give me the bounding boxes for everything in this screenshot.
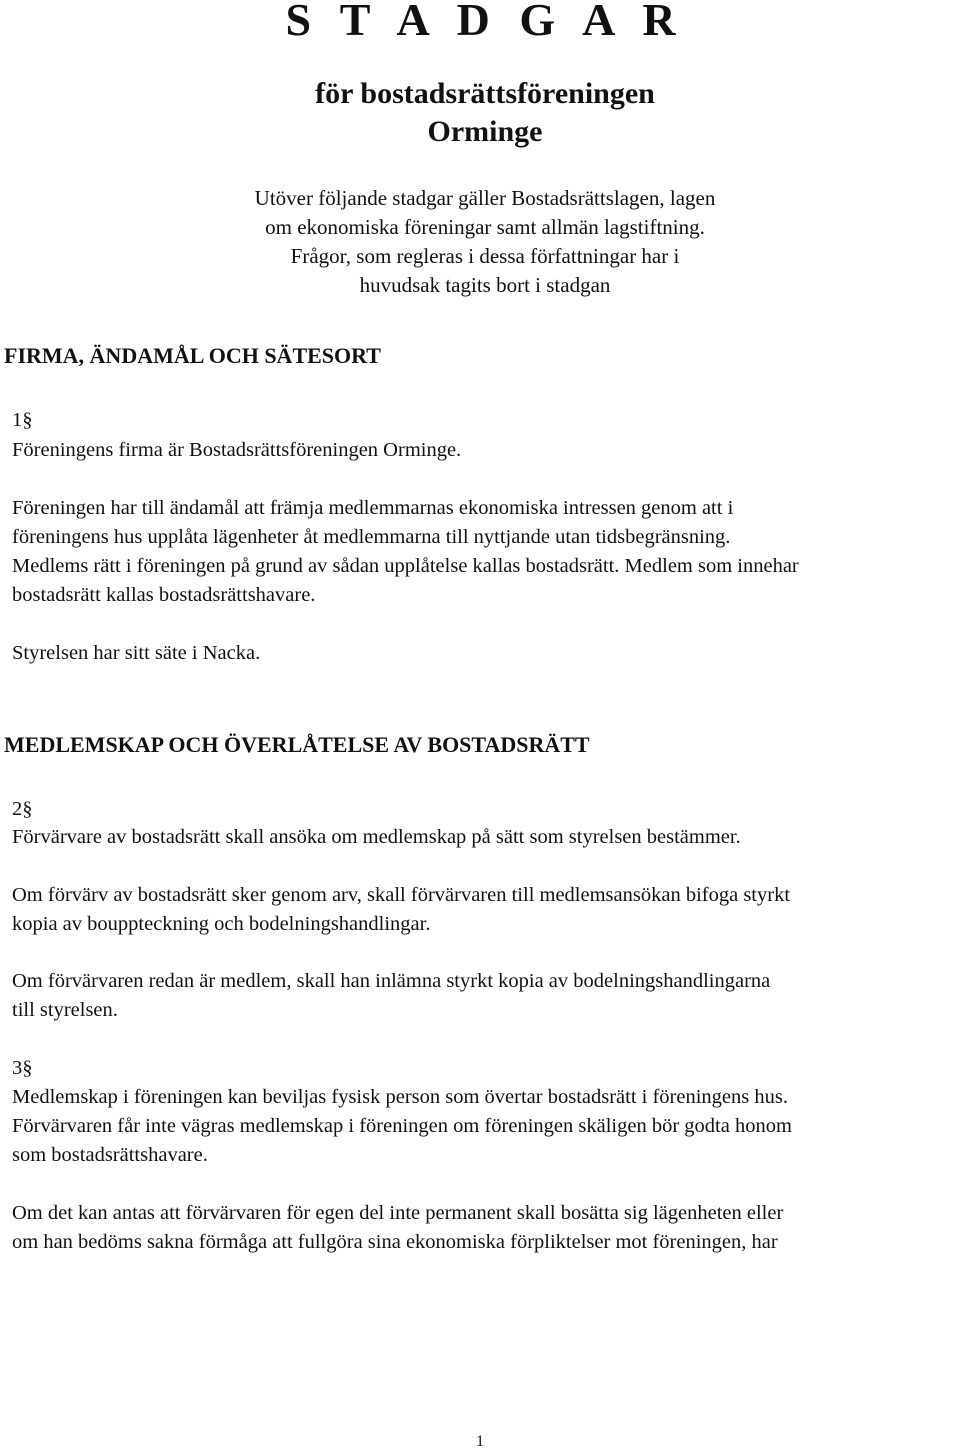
text-line: Om förvärvaren redan är medlem, skall han inlämna styrkt kopia av bodelningshandlingarna (12, 970, 771, 992)
application-paragraph: Förvärvare av bostadsrätt skall ansöka om medlemskap på sätt som styrelsen bestämmer. (12, 826, 741, 848)
membership-grant-paragraph (12, 1083, 792, 1170)
intro-line: om ekonomiska föreningar samt allmän lagstiftning. (265, 215, 705, 239)
text-line: föreningens hus upplåta lägenheter åt medlemmarna till nyttjande utan tidsbegränsning. (12, 526, 731, 548)
seat-paragraph: Styrelsen har sitt säte i Nacka. (12, 642, 261, 664)
paragraph-number: 2 (12, 798, 23, 820)
section-sign: § (22, 798, 33, 820)
document-title: S T A D G A R (285, 0, 685, 45)
intro-line: Frågor, som regleras i dessa författningar har i (290, 244, 680, 268)
intro-text (0, 184, 960, 300)
refusal-paragraph (12, 1199, 783, 1257)
text-line: Om förvärv av bostadsrätt sker genom arv, skall förvärvaren till medlemsansökan bifoga styrkt (12, 884, 791, 906)
text-line: Förvärvaren får inte vägras medlemskap i föreningen om föreningen skäligen bör godta honom (12, 1115, 792, 1137)
document-subtitle: för bostadsrättsföreningen (315, 77, 655, 110)
text-line: Föreningen har till ändamål att främja medlemmarnas ekonomiska intressen genom att i (12, 497, 734, 519)
text-line: Medlemskap i föreningen kan beviljas fysisk person som övertar bostadsrätt i föreningens hus. (12, 1086, 788, 1108)
text-line: till styrelsen. (12, 999, 118, 1021)
purpose-paragraph (12, 494, 799, 610)
intro-line: huvudsak tagits bort i stadgan (359, 273, 611, 297)
section-sign: § (22, 1057, 33, 1079)
existing-member-paragraph (12, 967, 770, 1025)
paragraph-number-3 (12, 1054, 33, 1082)
text-line: om han bedöms sakna förmåga att fullgöra sina ekonomiska förpliktelser mot föreningen, har (12, 1231, 778, 1253)
inheritance-paragraph (12, 881, 790, 939)
intro-line: Utöver följande stadgar gäller Bostadsrättslagen, lagen (254, 186, 716, 210)
text-line: som bostadsrättshavare. (12, 1144, 208, 1166)
paragraph-number: 3 (12, 1057, 23, 1079)
text-line: Medlems rätt i föreningen på grund av sådan upplåtelse kallas bostadsrätt. Medlem som innehar (12, 555, 799, 577)
section-heading-firma: FIRMA, ÄNDAMÅL OCH SÄTESORT (4, 343, 381, 368)
paragraph-number-2 (12, 795, 33, 823)
association-name: Orminge (427, 115, 543, 148)
paragraph-number-1 (12, 406, 33, 434)
paragraph-number: 1 (12, 409, 23, 431)
text-line: bostadsrätt kallas bostadsrättshavare. (12, 584, 316, 606)
text-line: kopia av bouppteckning och bodelningshandlingar. (12, 913, 431, 935)
firma-paragraph: Föreningens firma är Bostadsrättsföreningen Orminge. (12, 439, 462, 461)
section-sign: § (22, 409, 33, 431)
section-heading-medlemskap: MEDLEMSKAP OCH ÖVERLÅTELSE AV BOSTADSRÄTT (4, 732, 590, 757)
page-number: 1 (476, 1433, 484, 1450)
text-line: Om det kan antas att förvärvaren för egen del inte permanent skall bosätta sig lägenheten eller (12, 1202, 784, 1224)
